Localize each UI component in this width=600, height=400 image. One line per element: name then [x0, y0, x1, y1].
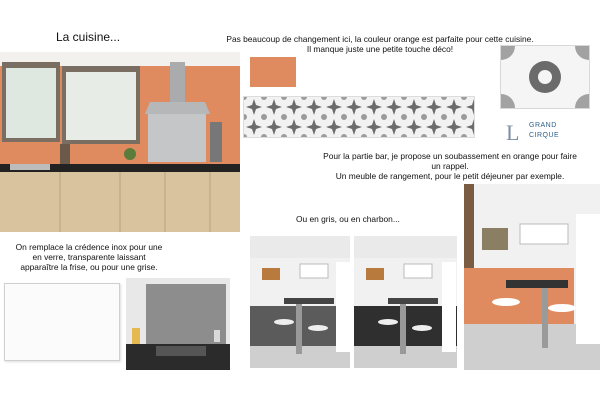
tile-frieze — [243, 96, 475, 138]
render-charcoal — [354, 236, 457, 368]
logo-letter: L — [506, 120, 520, 145]
logo-word-1: GRAND — [529, 122, 557, 129]
render-orange — [464, 184, 600, 370]
variants-caption: Ou en gris, ou en charbon... — [296, 214, 400, 224]
backsplash-line-1: On remplace la crédence inox pour une — [15, 242, 163, 252]
bar-line-1: Pour la partie bar, je propose un soubassement en orange pour faire — [323, 151, 577, 161]
glass-backsplash-panel — [4, 283, 120, 361]
bar-text — [300, 151, 600, 181]
le-grand-cirque-logo — [506, 118, 564, 152]
tile-sample — [500, 45, 590, 109]
render-gray — [250, 236, 350, 368]
backsplash-text — [0, 242, 178, 272]
kitchen-title: La cuisine... — [56, 30, 121, 44]
bar-line-3: Un meuble de rangement, pour le petit déjeuner par exemple. — [335, 171, 565, 181]
orange-swatch — [250, 57, 296, 87]
intro-line-2: Il manque juste une petite touche déco! — [306, 44, 454, 54]
logo-word-2: CIRQUE — [529, 132, 560, 139]
backsplash-line-2: en verre, transparente laissant — [32, 252, 146, 262]
intro-line-1: Pas beaucoup de changement ici, la couleur orange est parfaite pour cette cuisine. — [226, 34, 534, 44]
backsplash-line-3: apparaître la frise, ou pour une grise. — [20, 262, 158, 272]
gray-backsplash-photo — [126, 278, 230, 370]
bar-line-2: un rappel. — [431, 161, 469, 171]
kitchen-photo — [0, 52, 240, 232]
